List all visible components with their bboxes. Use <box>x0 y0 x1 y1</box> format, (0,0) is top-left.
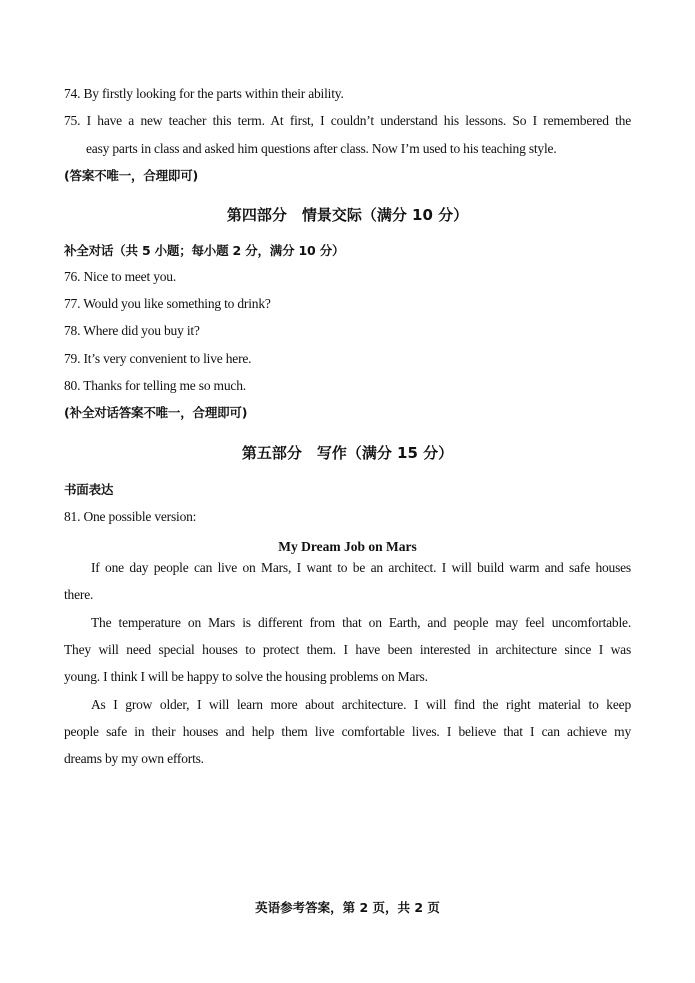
answer-75-line-1: 75. I have a new teacher this term. At first, I couldn’t understand his lessons. So I remembered the <box>64 113 631 128</box>
dialogue-answer-79: 79. It’s very convenient to live here. <box>64 351 252 366</box>
essay-line-1: If one day people can live on Mars, I want to be an architect. I will build warm and safe houses <box>91 560 631 575</box>
part5-subheading: 书面表达 <box>64 482 114 497</box>
essay-line-2: there. <box>64 587 94 602</box>
essay-line-5: young. I think I will be happy to solve the housing problems on Mars. <box>64 669 428 684</box>
essay-line-8: dreams by my own efforts. <box>64 751 204 766</box>
page-footer: 英语参考答案，第 2 页，共 2 页 <box>255 900 440 915</box>
answer-74: 74. By firstly looking for the parts within their ability. <box>64 86 344 101</box>
part4-note: (补全对话答案不唯一，合理即可) <box>64 405 248 420</box>
dialogue-answer-76: 76. Nice to meet you. <box>64 269 177 284</box>
dialogue-answer-77: 77. Would you like something to drink? <box>64 296 271 311</box>
answer-note: (答案不唯一，合理即可) <box>64 168 199 183</box>
part4-subheading: 补全对话（共 5 小题；每小题 2 分，满分 10 分） <box>64 243 345 258</box>
essay-line-7: people safe in their houses and help them live comfortable lives. I believe that I can achieve my <box>64 724 631 739</box>
dialogue-answer-80: 80. Thanks for telling me so much. <box>64 378 246 393</box>
essay-title: My Dream Job on Mars <box>278 539 417 554</box>
essay-intro: 81. One possible version: <box>64 509 197 524</box>
essay-line-4: They will need special houses to protect them. I have been interested in architecture since I was <box>64 642 631 657</box>
part5-heading: 第五部分 写作（满分 15 分） <box>241 444 454 462</box>
part4-heading: 第四部分 情景交际（满分 10 分） <box>226 206 469 224</box>
answer-75-line-2: easy parts in class and asked him questions after class. Now I’m used to his teaching style. <box>86 141 557 156</box>
dialogue-answer-78: 78. Where did you buy it? <box>64 323 200 338</box>
essay-line-3: The temperature on Mars is different from that on Earth, and people may feel uncomfortable. <box>91 615 631 630</box>
essay-line-6: As I grow older, I will learn more about architecture. I will find the right material to keep <box>91 697 631 712</box>
